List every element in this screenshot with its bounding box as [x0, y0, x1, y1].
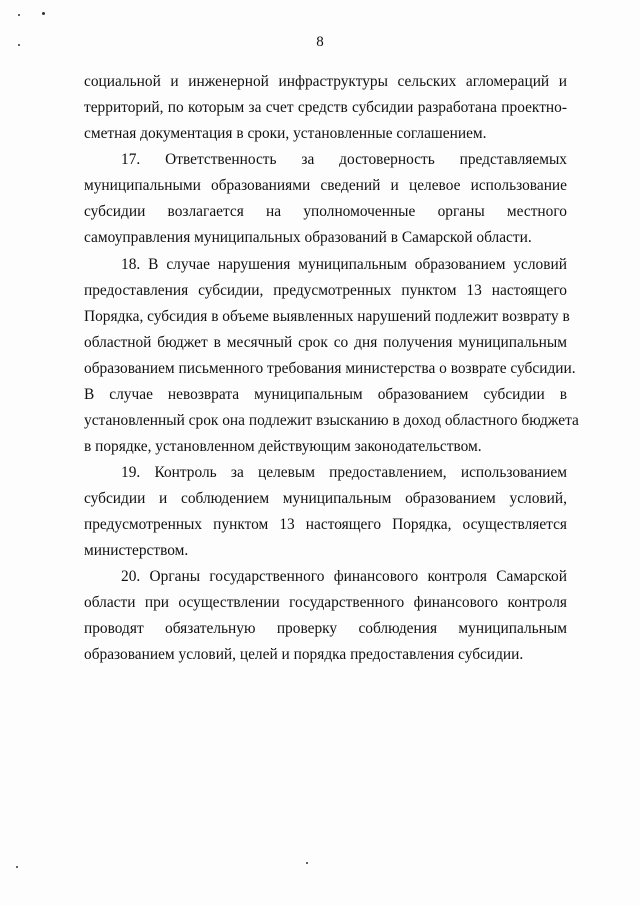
text-line: субсидии и соблюдением муниципальным образованием условий,: [84, 490, 567, 507]
text-line: предоставления субсидии, предусмотренных пунктом 13 настоящего: [84, 282, 567, 299]
text-line: 18. В случае нарушения муниципальным образованием условий: [121, 256, 567, 273]
text-line: сметная документация в сроки, установленные соглашением.: [84, 125, 487, 142]
page-number: 8: [316, 34, 324, 50]
text-line: 20. Органы государственного финансового контроля Самарской: [121, 568, 567, 585]
text-line: министерством.: [84, 542, 189, 559]
text-line: территорий, по которым за счет средств субсидии разработана проектно-: [84, 99, 567, 116]
text-line: в порядке, установленном действующим законодательством.: [84, 438, 482, 455]
text-line: субсидии возлагается на уполномоченные органы местного: [84, 203, 567, 220]
text-line: 19. Контроль за целевым предоставлением, использованием: [121, 464, 567, 481]
text-line: предусмотренных пунктом 13 настоящего Порядка, осуществляется: [84, 516, 567, 533]
text-line: В случае невозврата муниципальным образованием субсидии в: [84, 386, 567, 403]
text-line: установленный срок она подлежит взысканию в доход областного бюджета: [84, 412, 579, 429]
scan-speck: [16, 866, 18, 868]
text-line: образованием письменного требования министерства о возврате субсидии.: [84, 360, 576, 377]
text-line: области при осуществлении государственного финансового контроля: [84, 594, 567, 611]
text-line: муниципальными образованиями сведений и целевое использование: [84, 177, 567, 194]
text-line: Порядка, субсидия в объеме выявленных нарушений подлежит возврату в: [84, 308, 570, 325]
text-line: проводят обязательную проверку соблюдения муниципальным: [84, 620, 567, 637]
text-line: областной бюджет в месячный срок со дня получения муниципальным: [84, 334, 567, 351]
scan-speck: [306, 862, 308, 864]
text-line: 17. Ответственность за достоверность представляемых: [121, 151, 567, 168]
text-line: образованием условий, целей и порядка предоставления субсидии.: [84, 646, 524, 663]
scan-speck: [42, 12, 45, 15]
scan-speck: [18, 14, 20, 16]
text-line: самоуправления муниципальных образований в Самарской области.: [84, 229, 532, 246]
text-line: социальной и инженерной инфраструктуры сельских агломераций и: [84, 73, 567, 90]
